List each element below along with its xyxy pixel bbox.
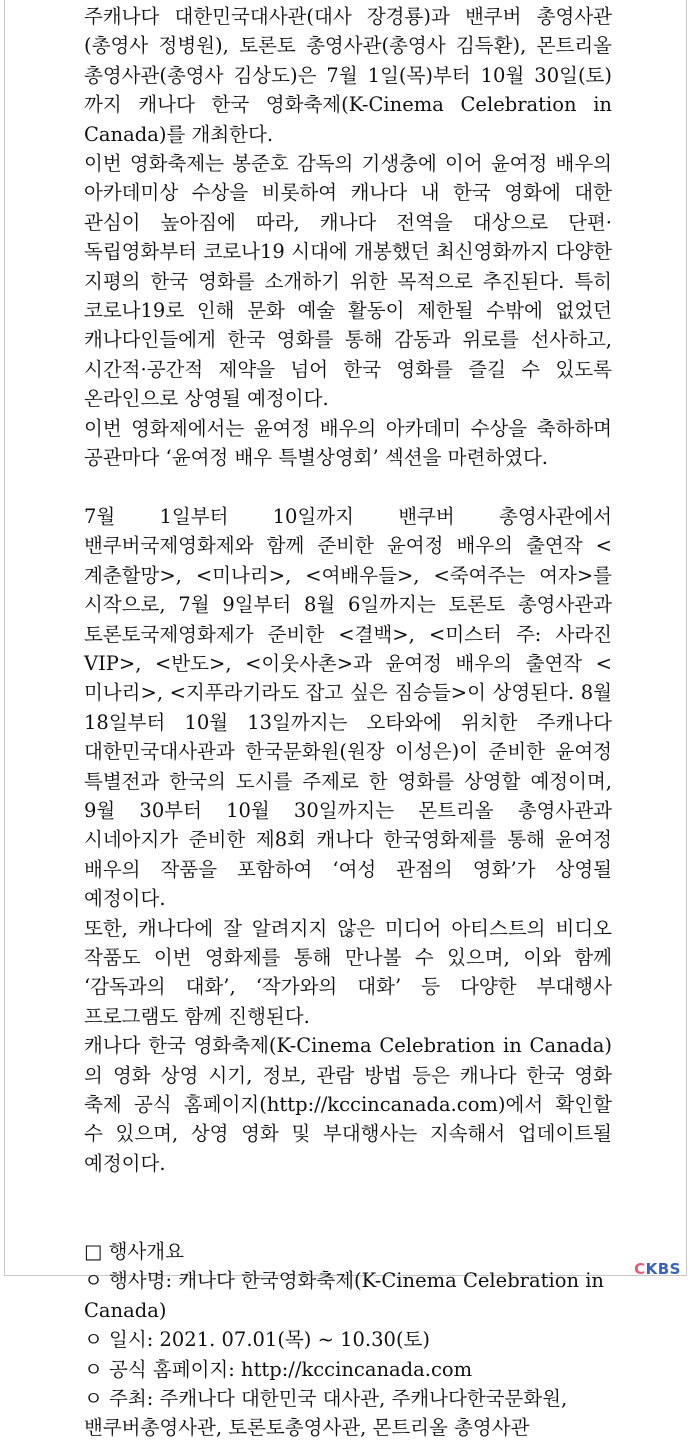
article-paragraph: 이번 영화축제는 봉준호 감독의 기생충에 이어 윤여정 배우의 아카데미상 수상을 비롯하여 캐나다 내 한국 영화에 대한 관심이 높아짐에 따라, 캐나다 전역을 대상으로 단편·독립영화부터 코로나19 시대에 개봉했던 최신영화까지 다양한 지평의 한국 영화를 소개하기 위한 목적으로 추진된다. 특히 코로나19로 인해 문화 예술 활동이 제한될 수밖에 없었던 캐나다인들에게 한국 영화를 통해 감동과 위로를 선사하고, 시간적·공간적 제약을 넘어 한국 영화를 즐길 수 있도록 온라인으로 상영될 예정이다. bbox=[84, 152, 612, 411]
article-paragraph: 주캐나다 대한민국대사관(대사 장경룡)과 밴쿠버 총영사관(총영사 정병원), 토론토 총영사관(총영사 김득환), 몬트리올 총영사관(총영사 김상도)은 7월 1일(목)부터 10월 30일(토)까지 캐나다 한국 영화축제(K-Cinema Celebration in Canada)를 개최한다. bbox=[84, 5, 612, 146]
summary-item-name: ㅇ 행사명: 캐나다 한국영화축제(K-Cinema Celebration in Canada) bbox=[84, 1269, 604, 1322]
summary-heading: □ 행사개요 bbox=[84, 1240, 184, 1264]
summary-item-host: ㅇ 주최: 주캐나다 대한민국 대사관, 주캐나다한국문화원, 밴쿠버총영사관, 토론토총영사관, 몬트리올 총영사관 bbox=[84, 1387, 568, 1440]
paragraph-spacer bbox=[84, 473, 612, 502]
summary-item-homepage: ㅇ 공식 홈페이지: http://kccincanada.com bbox=[84, 1357, 473, 1381]
event-summary bbox=[84, 1237, 612, 1443]
logo-letters-kbs: KBS bbox=[645, 1260, 681, 1278]
logo-letter-c: C bbox=[634, 1260, 646, 1278]
article-paragraph: 캐나다 한국 영화축제(K-Cinema Celebration in Canada)의 영화 상영 시기, 정보, 관람 방법 등은 캐나다 한국 영화 축제 공식 홈페이지(http://kccincanada.com)에서 확인할 수 있으며, 상영 영화 및 부대행사는 지속해서 업데이트될 예정이다. bbox=[84, 1034, 612, 1175]
article-paragraph: 또한, 캐나다에 잘 알려지지 않은 미디어 아티스트의 비디오 작품도 이번 영화제를 통해 만나볼 수 있으며, 이와 함께 ‘감독과의 대화’, ‘작가와의 대화’ 등 다양한 부대행사 프로그램도 함께 진행된다. bbox=[84, 916, 612, 1028]
article-body bbox=[84, 2, 612, 1443]
section-spacer bbox=[84, 1178, 612, 1237]
article-paragraph: 7월 1일부터 10일까지 밴쿠버 총영사관에서 밴쿠버국제영화제와 함께 준비한 윤여정 배우의 출연작 <계춘할망>, <미나리>, <여배우들>, <죽여주는 여자>를 시작으로, 7월 9일부터 8월 6일까지는 토론토 총영사관과 토론토국제영화제가 준비한 <결백>, <미스터 주: 사라진 VIP>, <반도>, <이웃사촌>과 윤여정 배우의 출연작 <미나리>, <지푸라기라도 잡고 싶은 짐승들>이 상영된다. 8월 18일부터 10월 13일까지는 오타와에 위치한 주캐나다 대한민국대사관과 한국문화원(원장 이성은)이 준비한 윤여정 특별전과 한국의 도시를 주제로 한 영화를 상영할 예정이며, 9월 30부터 10월 30일까지는 몬트리올 총영사관과 시네아지가 준비한 제8회 캐나다 한국영화제를 통해 윤여정 배우의 작품을 포함하여 ‘여성 관점의 영화’가 상영될 예정이다. bbox=[84, 504, 612, 911]
ckbs-logo bbox=[634, 1260, 681, 1278]
summary-item-date: ㅇ 일시: 2021. 07.01(목) ~ 10.30(토) bbox=[84, 1328, 430, 1352]
article-paragraph: 이번 영화제에서는 윤여정 배우의 아카데미 수상을 축하하며 공관마다 ‘윤여정 배우 특별상영회’ 섹션을 마련하였다. bbox=[84, 416, 612, 470]
